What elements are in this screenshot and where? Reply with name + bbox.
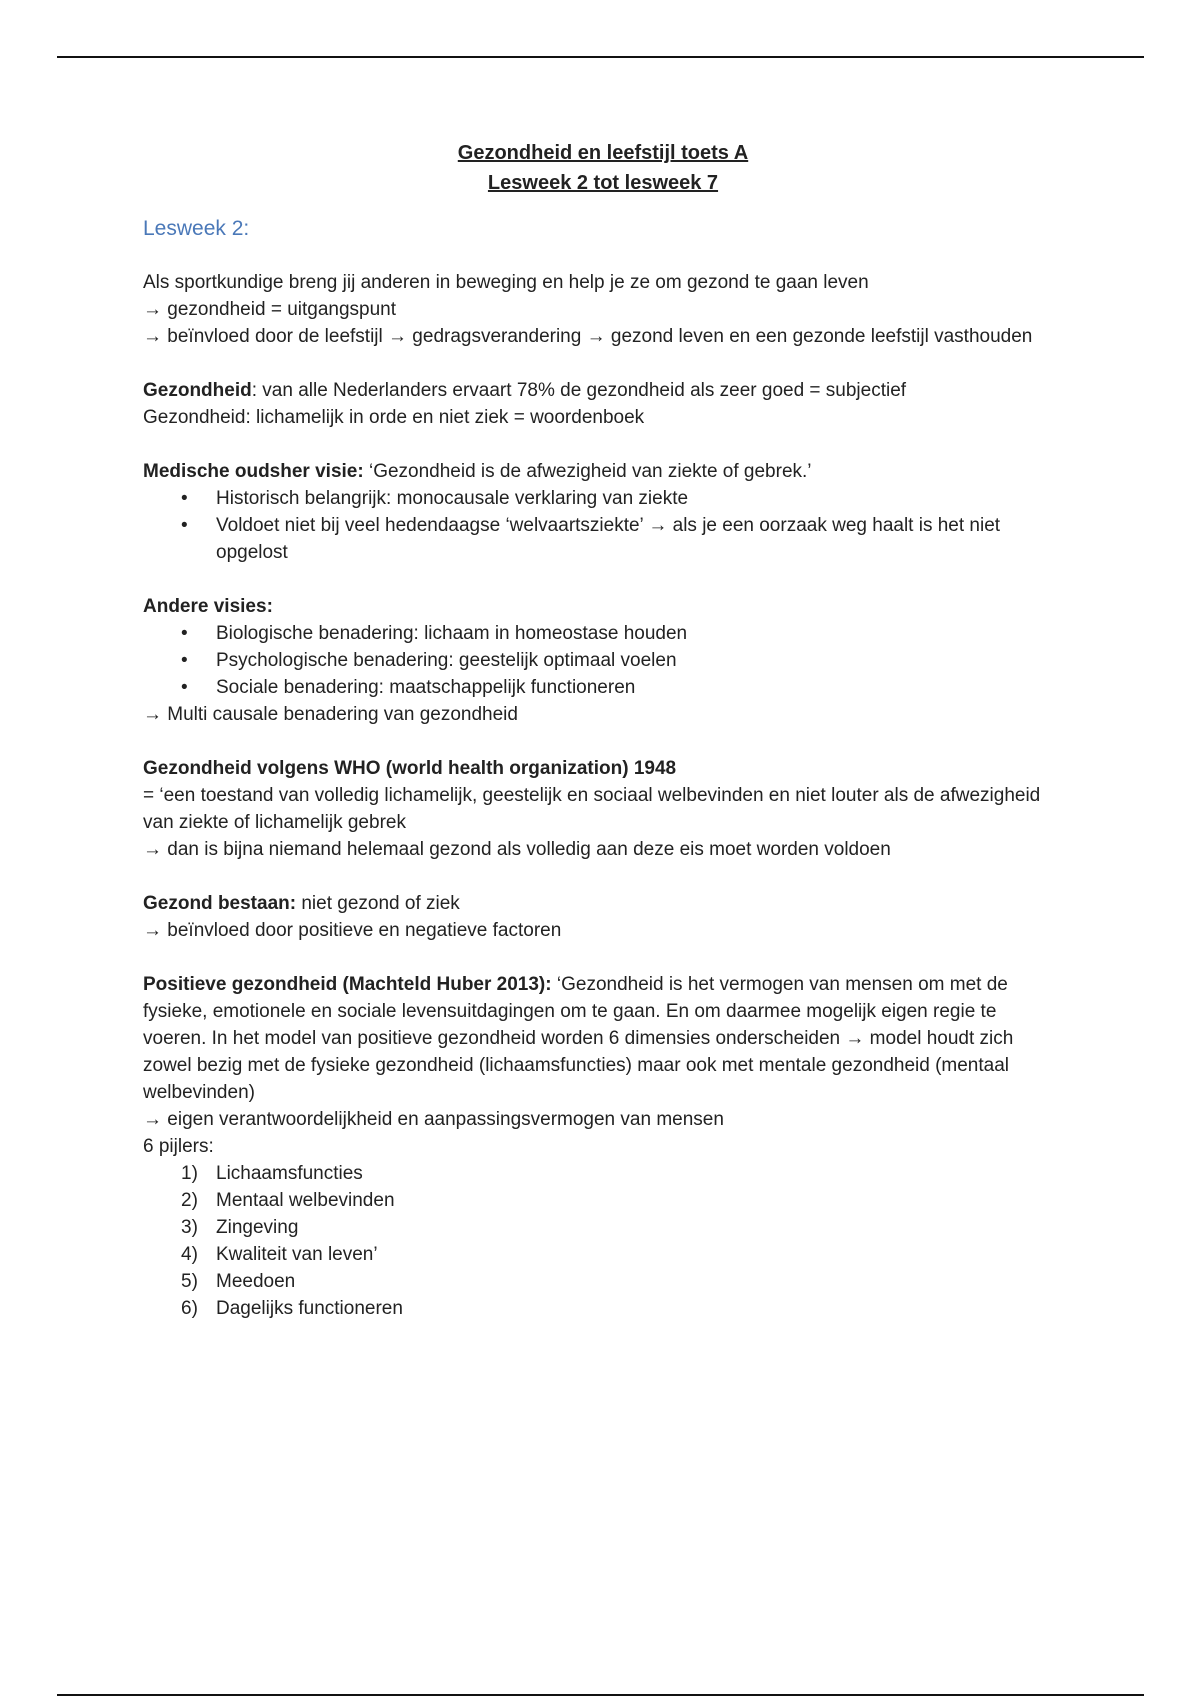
bullet-icon: • [181, 677, 188, 698]
positieve-gezondheid-label: Positieve gezondheid (Machteld Huber 2013): [143, 974, 552, 995]
gezondheid-line-1 [143, 377, 1063, 404]
document-title [143, 138, 1063, 198]
document-page [143, 138, 1063, 1349]
positieve-gezondheid-text: ‘Gezondheid is het vermogen van mensen om met de fysieke, emotionele en sociale levensuitdagingen om te gaan. En om daarmee mogelijk eigen regie te voeren. In het model van positieve gezondheid worden 6 dimensies onderscheiden → model houdt zich zowel bezig met de fysieke gezondheid (lichaamsfuncties) maar ook met mentale gezondheid (mentaal welbevinden) [143, 974, 1014, 1103]
header-rule [57, 56, 1144, 58]
footer-rule [57, 1694, 1144, 1696]
gezondheid-line-2: Gezondheid: lichamelijk in orde en niet ziek = woordenboek [143, 407, 645, 428]
list-item-text: Dagelijks functioneren [216, 1298, 403, 1319]
list-item [143, 1187, 1063, 1214]
gezondheid-paragraph [143, 377, 1063, 431]
andere-visies-label: Andere visies: [143, 596, 273, 617]
intro-line-2: → gezondheid = uitgangspunt [143, 299, 397, 320]
list-item [143, 485, 1063, 512]
list-item-text: Kwaliteit van leven’ [216, 1244, 378, 1265]
intro-line-1: Als sportkundige breng jij anderen in beweging en help je ze om gezond te gaan leven [143, 272, 869, 293]
title-line-1: Gezondheid en leefstijl toets A [457, 142, 749, 164]
list-item-number: 1) [181, 1163, 198, 1184]
list-item [143, 620, 1063, 647]
gezond-bestaan-section [143, 890, 1063, 944]
list-item-text: Psychologische benadering: geestelijk optimaal voelen [216, 650, 677, 671]
positieve-gezondheid-remark: → eigen verantwoordelijkheid en aanpassingsvermogen van mensen [143, 1109, 724, 1130]
gezond-bestaan-remark: → beïnvloed door positieve en negatieve factoren [143, 920, 562, 941]
list-item-number: 5) [181, 1271, 198, 1292]
intro-line-3: → beïnvloed door de leefstijl → gedragsverandering → gezond leven en een gezonde leefstijl vasthouden [143, 326, 1033, 347]
list-item [143, 1160, 1063, 1187]
gezondheid-label: Gezondheid [143, 380, 252, 401]
who-section [143, 755, 1063, 863]
intro-paragraph [143, 269, 1063, 350]
medische-visie-section [143, 458, 1063, 566]
list-item-text: Biologische benadering: lichaam in homeostase houden [216, 623, 688, 644]
gezondheid-definition: : van alle Nederlanders ervaart 78% de gezondheid als zeer goed = subjectief [251, 380, 907, 401]
andere-visies-section [143, 593, 1063, 728]
bullet-icon: • [181, 488, 188, 509]
bullet-icon: • [181, 650, 188, 671]
list-item-text: Sociale benadering: maatschappelijk functioneren [216, 677, 636, 698]
list-item-text: Historisch belangrijk: monocausale verklaring van ziekte [216, 488, 689, 509]
list-item [143, 674, 1063, 701]
medische-visie-label: Medische oudsher visie: [143, 461, 364, 482]
title-line-2: Lesweek 2 tot lesweek 7 [487, 172, 719, 194]
list-item-text: Voldoet niet bij veel hedendaagse ‘welvaartsziekte’ → als je een oorzaak weg haalt is het niet opgelost [216, 515, 1001, 563]
who-remark: → dan is bijna niemand helemaal gezond als volledig aan deze eis moet worden voldoen [143, 839, 891, 860]
pillars-label: 6 pijlers: [143, 1136, 214, 1157]
week-heading: Lesweek 2: [143, 217, 250, 240]
who-definition: = ‘een toestand van volledig lichamelijk, geestelijk en sociaal welbevinden en niet louter als de afwezigheid van ziekte of lichamelijk gebrek [143, 785, 1041, 833]
list-item-text: Zingeving [216, 1217, 299, 1238]
pillars-list [143, 1160, 1063, 1322]
list-item [143, 1241, 1063, 1268]
list-item-number: 3) [181, 1217, 198, 1238]
gezond-bestaan-label: Gezond bestaan: [143, 893, 297, 914]
bullet-icon: • [181, 515, 188, 536]
list-item-number: 6) [181, 1298, 198, 1319]
list-item [143, 647, 1063, 674]
andere-visies-list [143, 620, 1063, 701]
gezond-bestaan-line [143, 890, 1063, 917]
list-item-number: 2) [181, 1190, 198, 1211]
medische-visie-text: ‘Gezondheid is de afwezigheid van ziekte of gebrek.’ [363, 461, 812, 482]
positieve-gezondheid-section [143, 971, 1063, 1322]
andere-visies-conclusion: → Multi causale benadering van gezondheid [143, 704, 518, 725]
list-item [143, 1295, 1063, 1322]
positieve-gezondheid-paragraph [143, 971, 1063, 1106]
list-item [143, 1268, 1063, 1295]
list-item [143, 1214, 1063, 1241]
list-item-text: Lichaamsfuncties [216, 1163, 363, 1184]
who-label: Gezondheid volgens WHO (world health organization) 1948 [143, 758, 677, 779]
list-item [143, 512, 1063, 566]
list-item-text: Mentaal welbevinden [216, 1190, 395, 1211]
list-item-text: Meedoen [216, 1271, 296, 1292]
list-item-number: 4) [181, 1244, 198, 1265]
medische-visie-list [143, 485, 1063, 566]
medische-visie-line [143, 458, 1063, 485]
gezond-bestaan-text: niet gezond of ziek [296, 893, 460, 914]
bullet-icon: • [181, 623, 188, 644]
